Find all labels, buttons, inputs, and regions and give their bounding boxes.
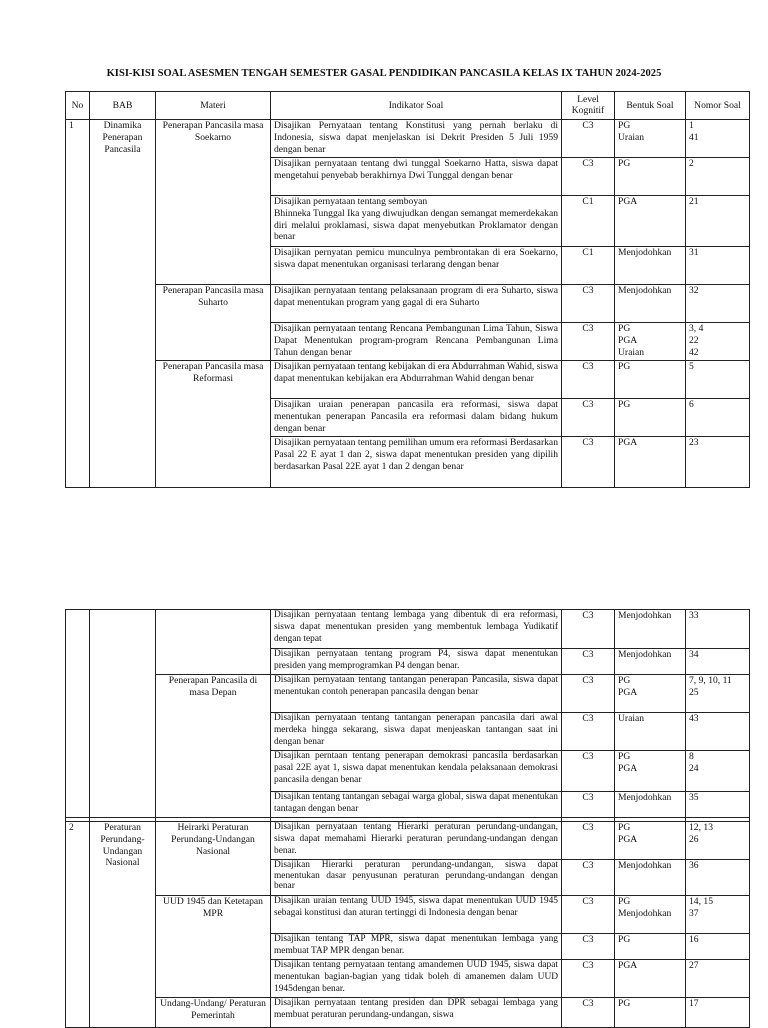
cell-materi: Penerapan Pancasila di masa Depan — [156, 675, 271, 818]
cell-no: 1 — [66, 120, 90, 488]
cell-nomor: 6 — [686, 399, 750, 437]
cell-indikator: Disajikan tentang pernyataan tentang amandemen UUD 1945, siswa dapat menentukan bagian-bagian yang tidak boleh di amanemen dalam UUD 1945dengan benar. — [271, 960, 562, 998]
cell-materi: Penerapan Pancasila masa Suharto — [156, 285, 271, 361]
cell-level: C3 — [562, 323, 615, 361]
cell-indikator: Disajikan pernyataan tentang kebijakan di era Abdurrahman Wahid, siswa dapat menentukan kebijakan era Abdurrahman Wahid dengan benar — [271, 361, 562, 399]
cell-bentuk: PG — [615, 361, 686, 399]
cell-bentuk: PG PGA — [615, 675, 686, 713]
table-header-row — [66, 92, 750, 120]
cell-nomor: 2 — [686, 158, 750, 196]
cell-bentuk: PG PGA — [615, 751, 686, 792]
document-title: KISI-KISI SOAL ASESMEN TENGAH SEMESTER GASAL PENDIDIKAN PANCASILA KELAS IX TAHUN 2024-2025 — [106, 68, 662, 79]
cell-nomor: 31 — [686, 247, 750, 285]
cell-level: C3 — [562, 751, 615, 792]
cell-bab: Dinamika Penerapan Pancasila — [90, 120, 156, 488]
cell-nomor: 8 24 — [686, 751, 750, 792]
cell-bentuk: Menjodohkan — [615, 649, 686, 675]
cell-indikator: Disajikan uraian tentang UUD 1945, siswa dapat menentukan UUD 1945 sebagai konstitusi dan aturan tertinggi di Indonesia dengan benar — [271, 896, 562, 934]
cell-nomor: 27 — [686, 960, 750, 998]
cell-bentuk: PG PGA Uraian — [615, 323, 686, 361]
cell-level: C3 — [562, 934, 615, 960]
table-row — [66, 120, 750, 158]
cell-nomor: 14, 15 37 — [686, 896, 750, 934]
cell-indikator: Disajikan Pernyataan tentang Konstitusi yang pernah berlaku di Indonesia, siswa dapat menjelaskan isi Dekrit Presiden 5 Juli 1959 dengan benar — [271, 120, 562, 158]
cell-bab: Peraturan Perundang-Undangan Nasional — [90, 822, 156, 1028]
cell-indikator: Disajikan pernyataan tentang Hierarki peraturan perundang-undangan, siswa dapat memahami Hierarki peraturan perundang-undangan dengan benar. — [271, 822, 562, 860]
cell-nomor: 32 — [686, 285, 750, 323]
cell-indikator: Disajikan pernyataan tentang program P4, siswa dapat menentukan presiden yang memprogramkan P4 dengan benar. — [271, 649, 562, 675]
cell-indikator: Disajikan tentang tantangan sebagai warga global, siswa dapat menentukan tantagan dengan benar — [271, 792, 562, 818]
cell-level: C3 — [562, 649, 615, 675]
cell-materi: Penerapan Pancasila masa Soekarno — [156, 120, 271, 285]
table-row — [66, 896, 750, 934]
cell-nomor: 7, 9, 10, 11 25 — [686, 675, 750, 713]
header-no: No — [66, 92, 90, 120]
cell-materi: Undang-Undang/ Peraturan Pemerintah — [156, 998, 271, 1028]
cell-indikator: Disajikan pernyataan tentang tantangan penerapan pancasila dari awal merdeka hingga sekarang, siswa dapat menjeaskan tantangan saat ini dengan benar — [271, 713, 562, 751]
cell-nomor: 35 — [686, 792, 750, 818]
cell-bentuk: PGA — [615, 437, 686, 488]
header-level: Level Kognitif — [562, 92, 615, 120]
cell-level: C1 — [562, 196, 615, 247]
table-row — [66, 285, 750, 323]
cell-no-continued — [66, 610, 90, 818]
cell-level: C3 — [562, 399, 615, 437]
cell-level: C3 — [562, 896, 615, 934]
header-materi: Materi — [156, 92, 271, 120]
cell-nomor: 43 — [686, 713, 750, 751]
cell-nomor: 5 — [686, 361, 750, 399]
cell-bentuk: Menjodohkan — [615, 792, 686, 818]
cell-nomor: 36 — [686, 860, 750, 896]
cell-level: C3 — [562, 120, 615, 158]
cell-bentuk: PG PGA — [615, 822, 686, 860]
cell-bentuk: Menjodohkan — [615, 285, 686, 323]
cell-materi-continued — [156, 610, 271, 675]
cell-bentuk: PG — [615, 158, 686, 196]
cell-materi: Penerapan Pancasila masa Reformasi — [156, 361, 271, 488]
cell-bentuk: PG — [615, 934, 686, 960]
cell-level: C3 — [562, 285, 615, 323]
cell-bab-continued — [90, 610, 156, 818]
cell-nomor: 12, 13 26 — [686, 822, 750, 860]
table-row — [66, 610, 750, 649]
cell-level: C3 — [562, 437, 615, 488]
cell-indikator: Disajikan tentang TAP MPR, siswa dapat menentukan lembaga yang membuat TAP MPR dengan benar. — [271, 934, 562, 960]
cell-materi: Heirarki Peraturan Perundang-Undangan Nasional — [156, 822, 271, 896]
cell-level: C3 — [562, 361, 615, 399]
header-bab: BAB — [90, 92, 156, 120]
cell-nomor: 33 — [686, 610, 750, 649]
cell-bentuk: PGA — [615, 196, 686, 247]
cell-indikator: Disajikan pernyataan tentang tantangan penerapan Pancasila, siswa dapat menentukan contoh penerapan pancasila dengan benar — [271, 675, 562, 713]
cell-bentuk: PGA — [615, 960, 686, 998]
table-row — [66, 361, 750, 399]
cell-nomor: 21 — [686, 196, 750, 247]
cell-bentuk: PG Menjodohkan — [615, 896, 686, 934]
cell-level: C3 — [562, 158, 615, 196]
cell-nomor: 16 — [686, 934, 750, 960]
cell-indikator: Disajikan pernyataan tentang presiden dan DPR sebagai lembaga yang membuat peraturan perundang-undangan, siswa — [271, 998, 562, 1028]
cell-level: C3 — [562, 610, 615, 649]
cell-level: C3 — [562, 713, 615, 751]
header-bentuk: Bentuk Soal — [615, 92, 686, 120]
cell-level: C3 — [562, 960, 615, 998]
cell-level: C3 — [562, 860, 615, 896]
cell-indikator: Disajikan pernyataan tentang semboyan Bhinneka Tunggal Ika yang diwujudkan dengan semangat memerdekakan diri melalui proklamasi, siswa dapat menyebutkan Proklamator dengan benar — [271, 196, 562, 247]
cell-bentuk: Menjodohkan — [615, 610, 686, 649]
table-row — [66, 998, 750, 1028]
cell-level: C3 — [562, 822, 615, 860]
cell-nomor: 3, 4 22 42 — [686, 323, 750, 361]
kisi-kisi-table-page-2 — [65, 609, 750, 1028]
cell-bentuk: Uraian — [615, 713, 686, 751]
cell-indikator: Disajikan pernyataan tentang pemilihan umum era reformasi Berdasarkan Pasal 22 E ayat 1 dan 2, siswa dapat menentukan presiden yang dipilih berdasarkan Pasal 22E ayat 1 dan 2 dengan benar — [271, 437, 562, 488]
cell-bentuk: PG — [615, 998, 686, 1028]
cell-bentuk: PG Uraian — [615, 120, 686, 158]
cell-level: C3 — [562, 998, 615, 1028]
cell-bentuk: Menjodohkan — [615, 860, 686, 896]
cell-indikator: Disajikan perntaan tentang penerapan demokrasi pancasila berdasarkan pasal 22E ayat 1, siswa dapat menentukan kendala pelaksanaan demokrasi pancasila dengan benar — [271, 751, 562, 792]
cell-nomor: 1 41 — [686, 120, 750, 158]
cell-materi: UUD 1945 dan Ketetapan MPR — [156, 896, 271, 998]
cell-indikator: Disajikan pernyataan tentang Rencana Pembangunan Lima Tahun, Siswa Dapat Menentukan program-program Rencana Pembangunan Lima Tahun dengan benar — [271, 323, 562, 361]
cell-indikator: Disajikan pernyataan tentang dwi tunggal Soekarno Hatta, siswa dapat mengetahui penyebab berakhirnya Dwi Tunggal dengan benar — [271, 158, 562, 196]
cell-indikator: Disajikan Hierarki peraturan perundang-undangan, siswa dapat menentukan dasar penyusunan peraturan perundang-undangan dengan benar — [271, 860, 562, 896]
cell-nomor: 17 — [686, 998, 750, 1028]
cell-bentuk: Menjodohkan — [615, 247, 686, 285]
cell-nomor: 34 — [686, 649, 750, 675]
cell-level: C3 — [562, 675, 615, 713]
cell-indikator: Disajikan uraian penerapan pancasila era reformasi, siswa dapat menentukan penerapan Pancasila era reformasi dalam bidang hukum dengan benar — [271, 399, 562, 437]
cell-nomor: 23 — [686, 437, 750, 488]
cell-indikator: Disajikan pernyataan tentang lembaga yang dibentuk di era reformasi, siswa dapat menentukan presiden yang membentuk lembaga Yudikatif dengan tepat — [271, 610, 562, 649]
header-nomor: Nomor Soal — [686, 92, 750, 120]
table-row — [66, 822, 750, 860]
cell-no: 2 — [66, 822, 90, 1028]
table-row — [66, 675, 750, 713]
cell-bentuk: PG — [615, 399, 686, 437]
cell-indikator: Disajikan pernyataan tentang pelaksanaan program di era Suharto, siswa dapat menentukan program yang gagal di era Suharto — [271, 285, 562, 323]
cell-indikator: Disajikan pernyatan pemicu munculnya pembrontakan di era Soekarno, siswa dapat menentukan organisasi terlarang dengan benar — [271, 247, 562, 285]
header-indikator: Indikator Soal — [271, 92, 562, 120]
cell-level: C1 — [562, 247, 615, 285]
kisi-kisi-table-page-1 — [65, 91, 750, 488]
cell-level: C3 — [562, 792, 615, 818]
